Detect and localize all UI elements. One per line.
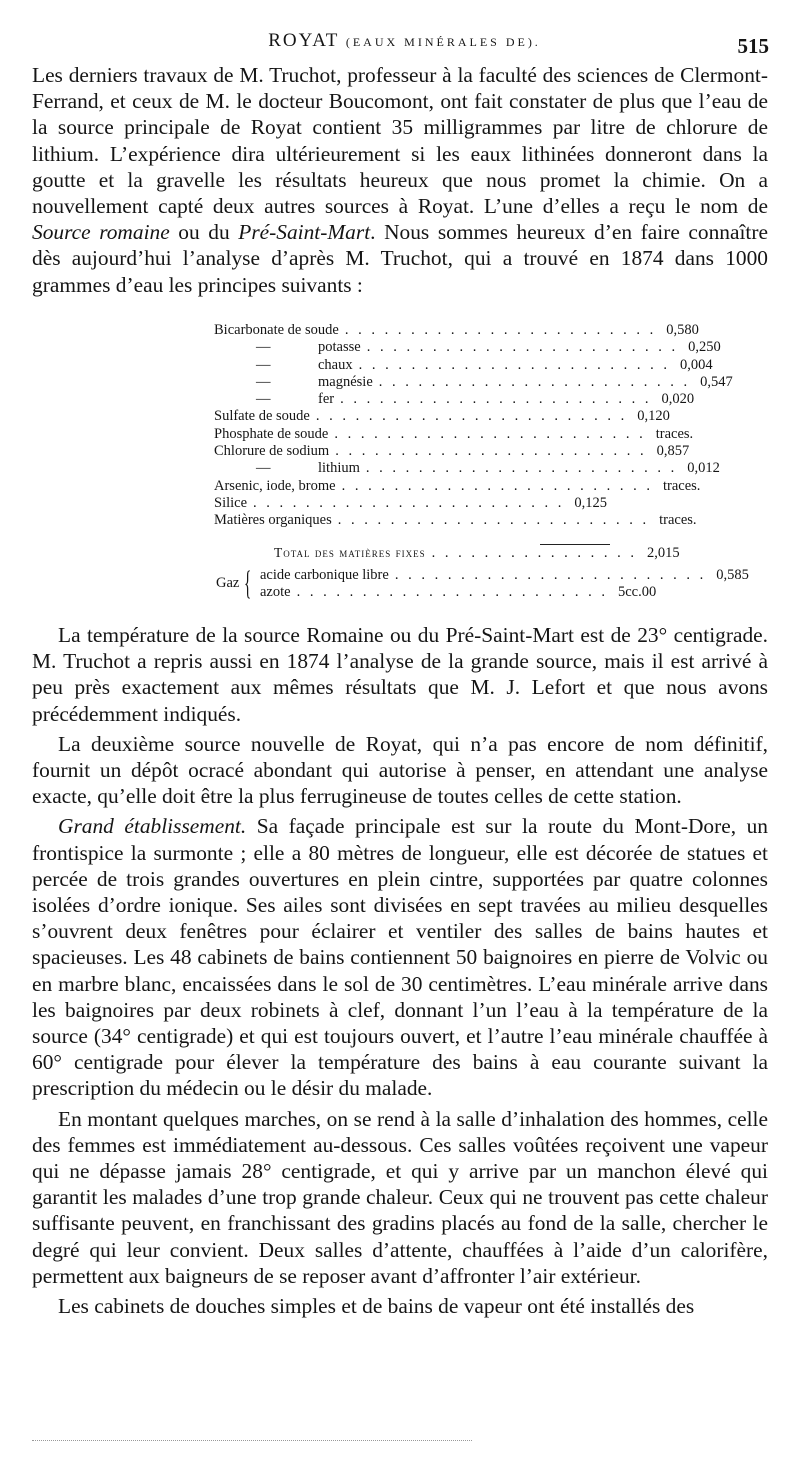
analysis-row [214,391,695,408]
analysis-label: — lithium [256,460,360,477]
dot-leader: . . . . . . . . . . . . . . . . . . . . . . . . [334,425,646,442]
gas-value: 5cc.00 [617,584,657,601]
analysis-value: traces. [659,512,697,529]
intro-text-1: Les derniers travaux de M. Truchot, professeur à la faculté des sciences de Clermont-Ferrand, et ceux de M. le docteur Boucomont, ont fait constater de plus que l’eau de la source principale de Royat contient 35 milligrammes par litre de chlorure de lithium. L’expérience dira ultérieurement si les eaux lithinées donneront dans la goutte et la gravelle les résultats heureux que nous promet la chimie. On a nouvellement capté deux autres sources à Royat. L’une d’elles a reçu le nom de [32,63,768,219]
analysis-table [214,322,749,602]
analysis-label: Phosphate de soude [214,425,329,442]
paragraph-temperature: La température de la source Romaine ou du Pré-Saint-Mart est de 23° centigrade. M. Truchot a repris aussi en 1874 l’analyse de la grande source, mais il est arrivé à peu près exactement aux mêmes résultats que M. J. Lefort et que nous avons précédemment indiqués. [32,623,768,726]
analysis-total-row [214,544,680,561]
analysis-value: 0,004 [680,356,713,373]
analysis-rows [214,322,733,530]
running-head [32,26,777,56]
intro-paragraph [32,62,768,298]
gas-label: Gaz [216,574,240,591]
analysis-value: 0,547 [700,373,733,390]
analysis-label: — fer [256,391,335,408]
analysis-label: — magnésie [256,373,373,390]
bottom-margin-dots [32,1440,472,1441]
analysis-row [214,495,614,512]
dot-leader: . . . . . . . . . . . . . . . . . . . . . . . . [344,322,657,338]
analysis-value: 0,250 [688,339,721,356]
analysis-label: Chlorure de sodium [214,443,330,460]
analysis-label: Bicarbonate de soude [214,322,339,338]
main-text [32,622,768,1319]
analysis-value: 0,857 [656,443,690,460]
establishment-heading: Grand établissement. [58,814,247,839]
analysis-total-label: Total des matières fixes [274,544,426,560]
analysis-value: traces. [655,425,694,442]
analysis-label: Arsenic, iode, brome [214,477,336,494]
gas-row [260,584,657,601]
dot-leader: . . . . . . . . . . . . . . . . . . . . . . . . [394,566,707,583]
dot-leader: . . . . . . . . . . . . . . . . . . . . . . . . [341,477,653,494]
intro-text-2: ou du [169,220,239,245]
dot-leader: . . . . . . . . . . . . . . . . [431,544,638,561]
analysis-row [214,356,713,374]
dot-leader: . . . . . . . . . . . . . . . . . . . . . . . . [378,373,691,390]
analysis-row [214,339,721,356]
analysis-row [214,322,699,339]
analysis-value: traces. [662,477,701,494]
intro-italic-source-romaine: Source romaine [32,220,170,245]
brace-glyph: { [244,564,252,602]
dot-leader: . . . . . . . . . . . . . . . . . . . . . . . . [358,356,670,373]
analysis-value: 0,125 [574,494,608,511]
page-number: 515 [737,34,769,58]
establishment-text: Sa façade principale est sur la route du Mont-Dore, un frontispice la surmonte ; elle a 80 mètres de longueur, elle est décorée de statues et percée de trois grandes ouvertures en plein cintre, supportées par quatre colonnes isolées d’ordre ionique. Ses ailes sont divisées en sept travées au milieu desquelles s’ouvrent deux fenêtres pour éclairer et ventiler des salles de bains hautes et spacieuses. Les 48 cabinets de bains contiennent 50 baignoires en pierre de Volvic ou en marbre blanc, encaissées dans le sol de 30 centimètres. L’eau minérale arrive dans les baignoires par deux robinets à clef, donnant l’un l’eau à la température de la source (34° centigrade) et qui est toujours ouvert, et l’autre l’eau minérale chauffée à 60° centigrade pour élever la température des bains à eau courante suivant la prescription du médecin ou le désir du malade. [32,814,768,1101]
intro-section [32,62,768,298]
analysis-row [214,373,733,391]
analysis-value: 0,020 [661,391,695,408]
running-title-sub: (EAUX MINÉRALES DE). [345,35,541,49]
intro-italic-pre-saint-mart: Pré-Saint-Mart [238,220,371,245]
gas-value: 0,585 [716,566,749,583]
total-rule [540,544,610,545]
paragraph-second-source: La deuxième source nouvelle de Royat, qui n’a pas encore de nom définitif, fournit un dépôt ocracé abondant qui autorise à penser, en attendant une analyse exacte, qu’elle doit être la plus ferrugineuse de toutes celles de cette station. [32,731,768,809]
dot-leader: . . . . . . . . . . . . . . . . . . . . . . . . [366,339,679,356]
analysis-label: — chaux [256,356,353,373]
analysis-label: — potasse [256,339,361,356]
paragraph-establishment [32,813,768,1101]
analysis-row [214,477,701,495]
analysis-label: Matières organiques [214,512,332,529]
gas-label: acide carbonique libre [260,566,389,583]
paragraph-inhalation: En montant quelques marches, on se rend à la salle d’inhalation des hommes, celle des femmes est immédiatement au-dessous. Ces salles voûtées reçoivent une vapeur qui ne dépasse jamais 28° centigrade, et qui y arrive par un manchon élevé qui garantit les malades d’une trop grande chaleur. Ceux qui ne trouvent pas cette chaleur suffisante peuvent, en franchissant des gradins placés au fond de la salle, chercher le degré qui leur convient. Deux salles d’attente, chauffées à l’aide d’un calorifère, permettent aux baigneurs de se reposer avant d’affronter l’air extérieur. [32,1106,768,1288]
dot-leader: . . . . . . . . . . . . . . . . . . . . . . . . [365,460,678,477]
dot-leader: . . . . . . . . . . . . . . . . . . . . . . . . [296,584,608,601]
gas-rows [214,564,749,602]
dot-leader: . . . . . . . . . . . . . . . . . . . . . . . . [337,512,650,529]
gas-row [260,566,749,584]
intro-text-3: . Nous sommes heureux d’en faire connaître dès aujourd’hui l’analyse d’après M. Truchot, qui a trouvé en 1874 dans 1000 grammes d’eau les principes suivants : [32,220,768,297]
gas-label: azote [260,584,291,601]
gas-block [214,564,749,602]
analysis-value: 0,120 [637,408,670,425]
analysis-label: Silice [214,494,248,511]
analysis-total-value: 2,015 [647,544,680,561]
running-title-main: ROYAT [268,30,340,51]
dot-leader: . . . . . . . . . . . . . . . . . . . . . . . . [340,391,652,408]
running-title [32,30,777,52]
dot-leader: . . . . . . . . . . . . . . . . . . . . . . . . [253,494,565,511]
paragraph-showers: Les cabinets de douches simples et de bains de vapeur ont été installés des [58,1294,695,1319]
analysis-row [214,512,697,529]
analysis-row [214,460,720,477]
dot-leader: . . . . . . . . . . . . . . . . . . . . . . . . [315,408,628,425]
analysis-row [214,443,690,460]
analysis-row [214,408,670,425]
analysis-row [214,425,694,443]
analysis-value: 0,012 [687,460,720,477]
dot-leader: . . . . . . . . . . . . . . . . . . . . . . . . [335,443,647,460]
analysis-label: Sulfate de soude [214,408,310,425]
analysis-value: 0,580 [666,322,699,338]
